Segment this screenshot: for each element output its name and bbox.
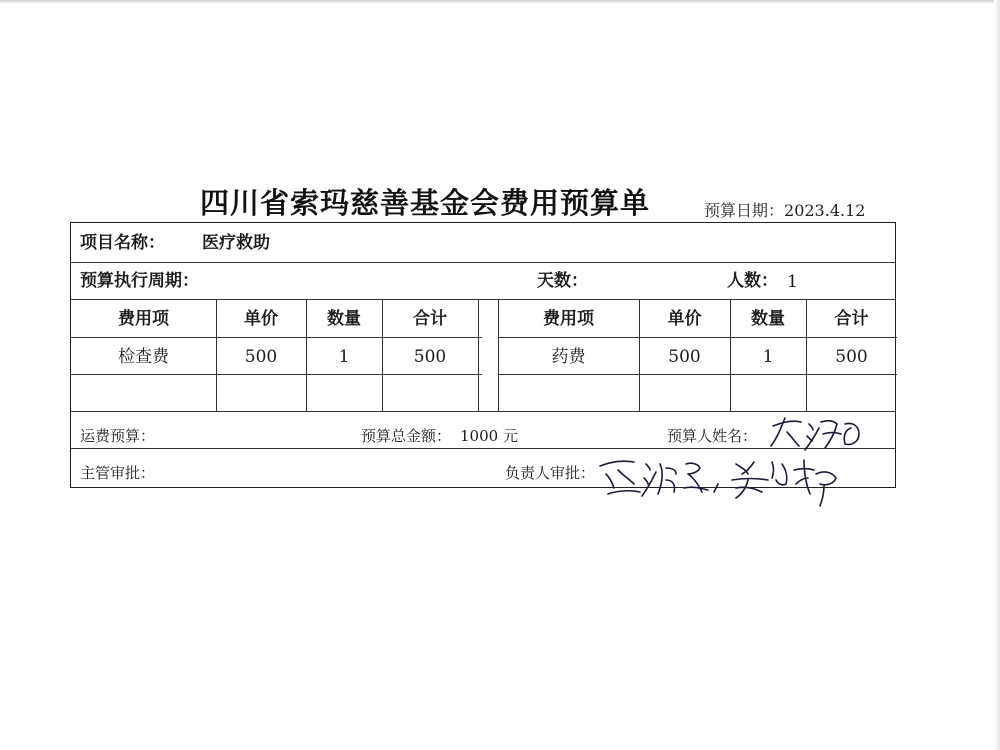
left-row-1-qty: 1 <box>338 347 350 367</box>
people-value: 1 <box>787 272 798 292</box>
total-amount-value: 1000 元 <box>460 427 518 445</box>
row-divider <box>498 374 897 375</box>
budget-date <box>704 198 865 221</box>
header-total-right: 合计 <box>834 309 869 329</box>
row-divider <box>71 262 895 263</box>
total-amount-label: 预算总金额： <box>361 427 452 445</box>
row-divider <box>71 337 482 338</box>
row-divider <box>71 374 482 375</box>
days-label: 天数： <box>537 271 588 291</box>
freight-label: 运费预算： <box>80 427 156 445</box>
header-item-left: 费用项 <box>118 309 169 329</box>
budget-date-value: 2023.4.12 <box>784 201 866 220</box>
form-title: 四川省索玛慈善基金会费用预算单 <box>200 186 651 220</box>
col-divider <box>478 299 479 411</box>
budgeter-label: 预算人姓名： <box>667 427 758 445</box>
project-label: 项目名称： <box>80 233 165 253</box>
left-row-1-price: 500 <box>244 347 278 367</box>
right-row-1-item: 药费 <box>551 347 586 367</box>
header-price-left: 单价 <box>244 309 278 329</box>
period-label: 预算执行周期： <box>80 271 199 291</box>
row-divider <box>71 299 895 300</box>
responsible-label: 负责人审批： <box>505 464 596 482</box>
project-value: 医疗救助 <box>202 233 270 253</box>
header-qty-right: 数量 <box>751 309 785 329</box>
right-row-1-total: 500 <box>835 347 868 367</box>
row-divider <box>498 337 897 338</box>
right-row-1-price: 500 <box>668 347 701 367</box>
people-label: 人数： <box>727 271 778 291</box>
left-row-1-total: 500 <box>413 347 447 367</box>
header-total-left: 合计 <box>413 309 447 329</box>
right-row-1-qty: 1 <box>762 347 774 367</box>
supervisor-label: 主管审批： <box>80 464 156 482</box>
left-row-1-item: 检查费 <box>118 347 169 367</box>
budget-date-label: 预算日期： <box>704 201 785 220</box>
header-price-right: 单价 <box>667 309 702 329</box>
paper-right-edge <box>994 0 1000 750</box>
row-divider <box>71 411 895 412</box>
responsible-signature <box>596 450 846 508</box>
header-qty-left: 数量 <box>327 309 361 329</box>
header-item-right: 费用项 <box>543 309 594 329</box>
paper-top-edge <box>0 0 1000 4</box>
